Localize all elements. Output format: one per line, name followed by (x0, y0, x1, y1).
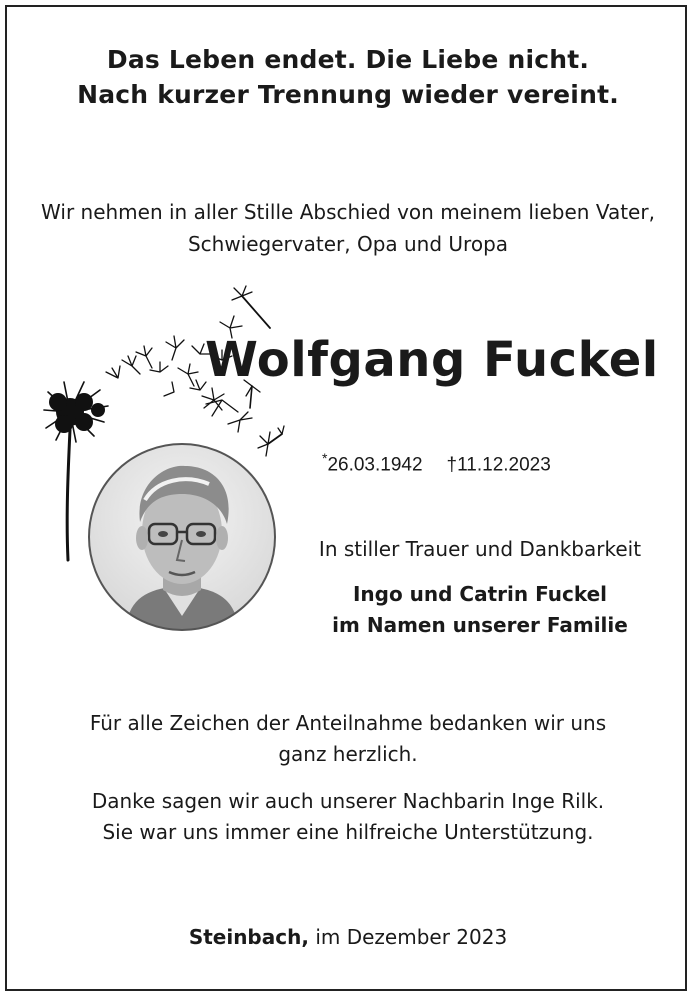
life-dates (322, 450, 551, 476)
thanks-paragraph-1 (0, 708, 696, 770)
thanks-2-line-2: Sie war uns immer eine hilfreiche Unterstützung. (102, 820, 594, 844)
deceased-name: Wolfgang Fuckel (205, 332, 659, 388)
motto-line-2: Nach kurzer Trennung wieder vereint. (77, 80, 619, 109)
motto (0, 42, 696, 112)
mourners-names (270, 579, 690, 641)
place-name: Steinbach, (188, 925, 309, 949)
place-and-date (0, 925, 696, 949)
thanks-2-line-1: Danke sagen wir auch unserer Nachbarin Inge Rilk. (91, 789, 605, 813)
motto-line-1: Das Leben endet. Die Liebe nicht. (106, 45, 590, 74)
mourners-names-line-1: Ingo und Catrin Fuckel (352, 582, 608, 606)
thanks-1-line-1: Für alle Zeichen der Anteilnahme bedanken wir uns (89, 711, 607, 735)
thanks-1-line-2: ganz herzlich. (278, 742, 418, 766)
portrait-photo (85, 440, 279, 634)
intro-text (0, 196, 696, 260)
notice-date: im Dezember 2023 (315, 925, 508, 949)
intro-line-1: Wir nehmen in aller Stille Abschied von meinem lieben Vater, (41, 200, 655, 224)
birth-symbol: * (322, 450, 328, 466)
death-date: 11.12.2023 (457, 454, 551, 476)
thanks-paragraph-2 (0, 786, 696, 848)
intro-line-2: Schwiegervater, Opa und Uropa (187, 232, 509, 256)
death-symbol: † (446, 454, 458, 476)
mourners-intro: In stiller Trauer und Dankbarkeit (318, 537, 642, 561)
mourners-names-line-2: im Namen unserer Familie (332, 613, 628, 637)
birth-date: 26.03.1942 (327, 454, 423, 476)
